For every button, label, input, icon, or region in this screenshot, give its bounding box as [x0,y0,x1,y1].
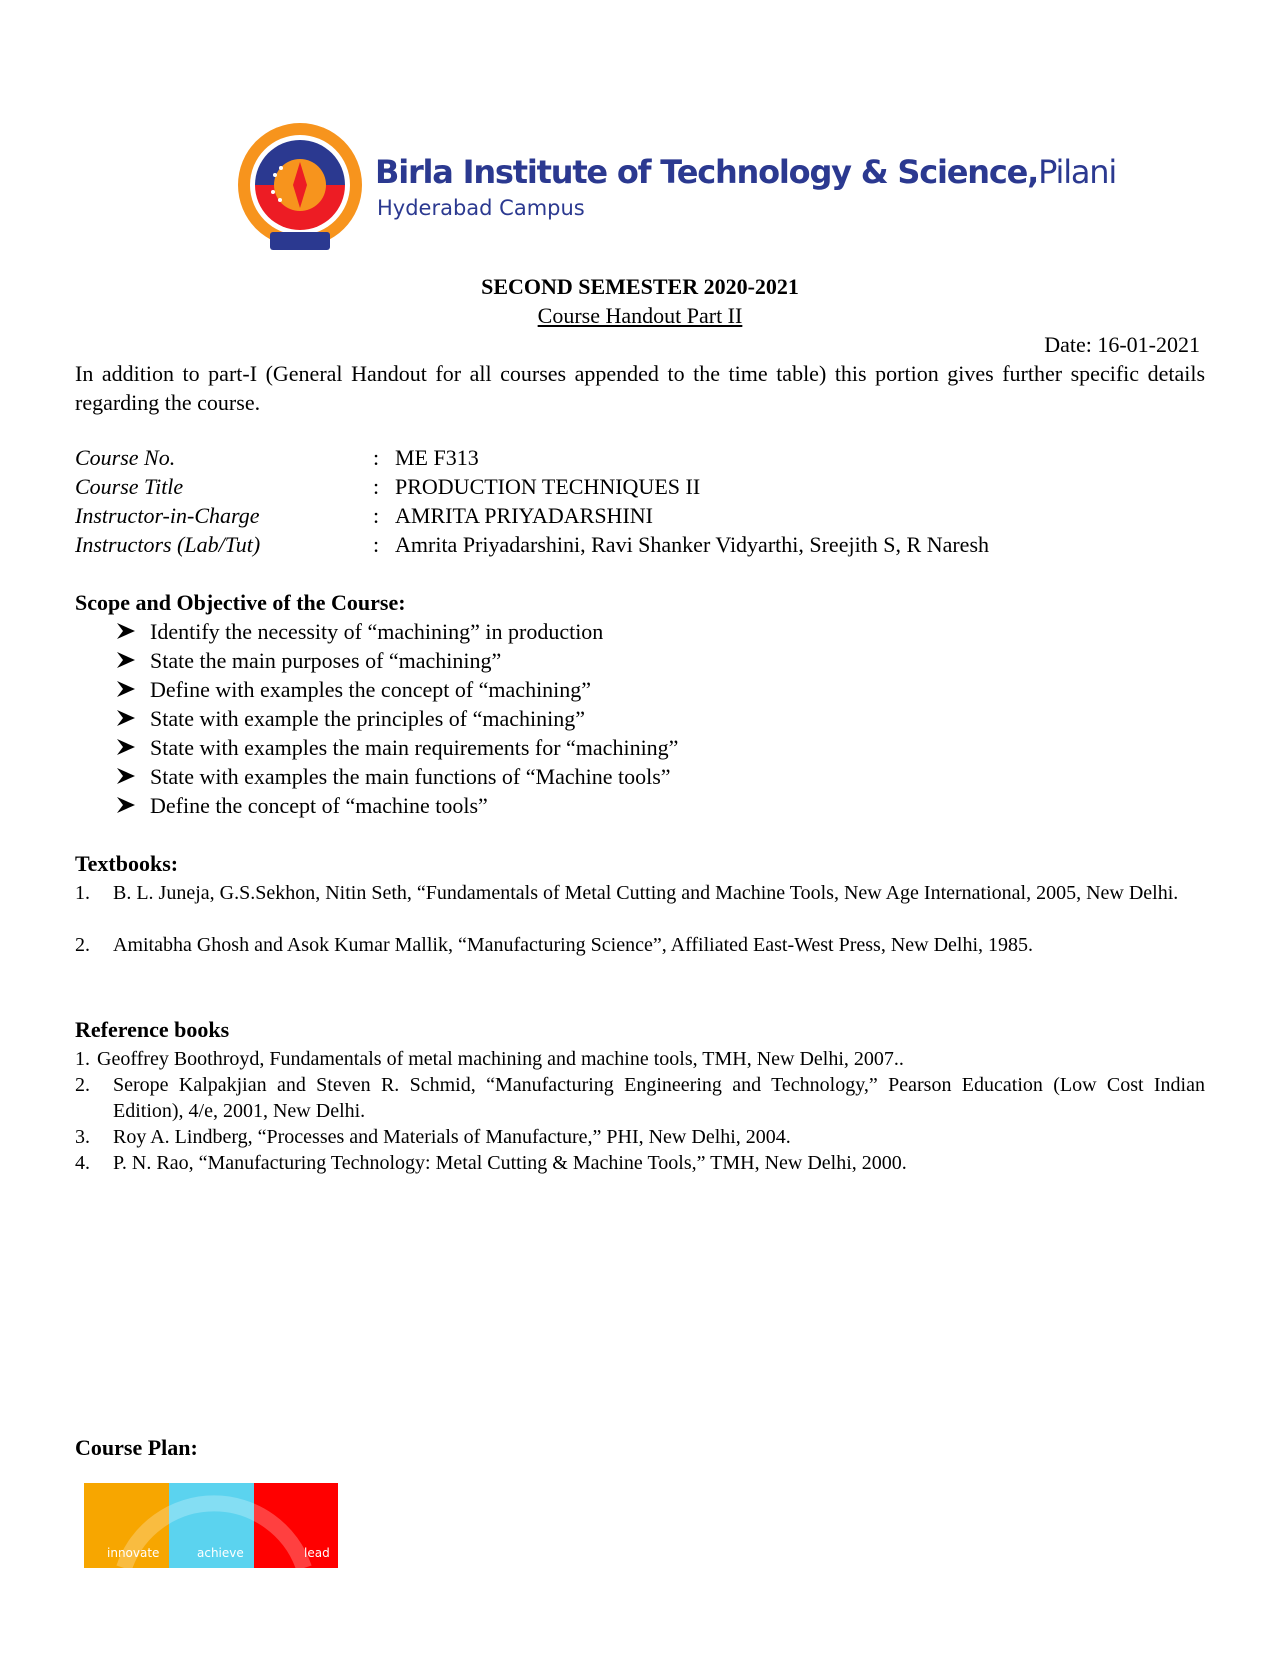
list-item: 4. P. N. Rao, “Manufacturing Technology: Metal Cutting & Machine Tools,” TMH, New Delhi, 2000. [75,1152,907,1174]
course-info-row: Instructor-in-Charge : AMRITA PRIYADARSHINI [75,503,653,528]
list-item: 1. B. L. Juneja, G.S.Sekhon, Nitin Seth, “Fundamentals of Metal Cutting and Machine Tools, New Age International, 2005, New Delhi. [75,882,1179,904]
textbooks-title: Textbooks: [75,851,179,876]
handout-date: Date: 16-01-2021 [1044,332,1200,357]
footer-block-achieve: achieve [169,1483,254,1568]
arrow-bullet-icon [115,707,137,729]
scope-title: Scope and Objective of the Course: [75,590,406,615]
list-item: 1. Geoffrey Boothroyd, Fundamentals of metal machining and machine tools, TMH, New Delhi, 2007.. [75,1048,904,1070]
handout-title: Course Handout Part II [537,303,743,328]
course-info-row: Course Title : PRODUCTION TECHNIQUES II [75,474,701,499]
arrow-bullet-icon [115,620,137,642]
institute-name: Birla Institute of Technology & Science,Pilani [375,153,1117,191]
course-info-row: Course No. : ME F313 [75,445,479,470]
campus-name: Hyderabad Campus [377,196,585,220]
bits-seal-icon [235,120,365,255]
footer-block-innovate: innovate [84,1483,169,1568]
institute-logo [235,108,1117,268]
arrow-bullet-icon [115,794,137,816]
course-info-row: Instructors (Lab/Tut) : Amrita Priyadarshini, Ravi Shanker Vidyarthi, Sreejith S, R Naresh [75,532,990,557]
list-item: 2. Serope Kalpakjian and Steven R. Schmid, “Manufacturing Engineering and Technology,” Pearson Education (Low Cost Indian Edition), 4/e, 2001, New Delhi. [75,1074,1205,1122]
arrow-bullet-icon [115,649,137,671]
arrow-bullet-icon [115,736,137,758]
footer-logo [84,1483,338,1568]
arrow-bullet-icon [115,678,137,700]
gear-arc-icon [84,1483,338,1568]
semester-heading: SECOND SEMESTER 2020-2021 [481,274,799,299]
list-item: 3. Roy A. Lindberg, “Processes and Materials of Manufacture,” PHI, New Delhi, 2004. [75,1126,791,1148]
arrow-bullet-icon [115,765,137,787]
references-title: Reference books [75,1017,230,1042]
intro-paragraph: In addition to part-I (General Handout for all courses appended to the time table) this portion gives further specific details regarding the course. [75,361,1205,415]
course-plan-title: Course Plan: [75,1435,198,1460]
footer-block-lead: lead [254,1483,338,1568]
list-item: 2. Amitabha Ghosh and Asok Kumar Mallik, “Manufacturing Science”, Affiliated East-West Press, New Delhi, 1985. [75,934,1034,956]
